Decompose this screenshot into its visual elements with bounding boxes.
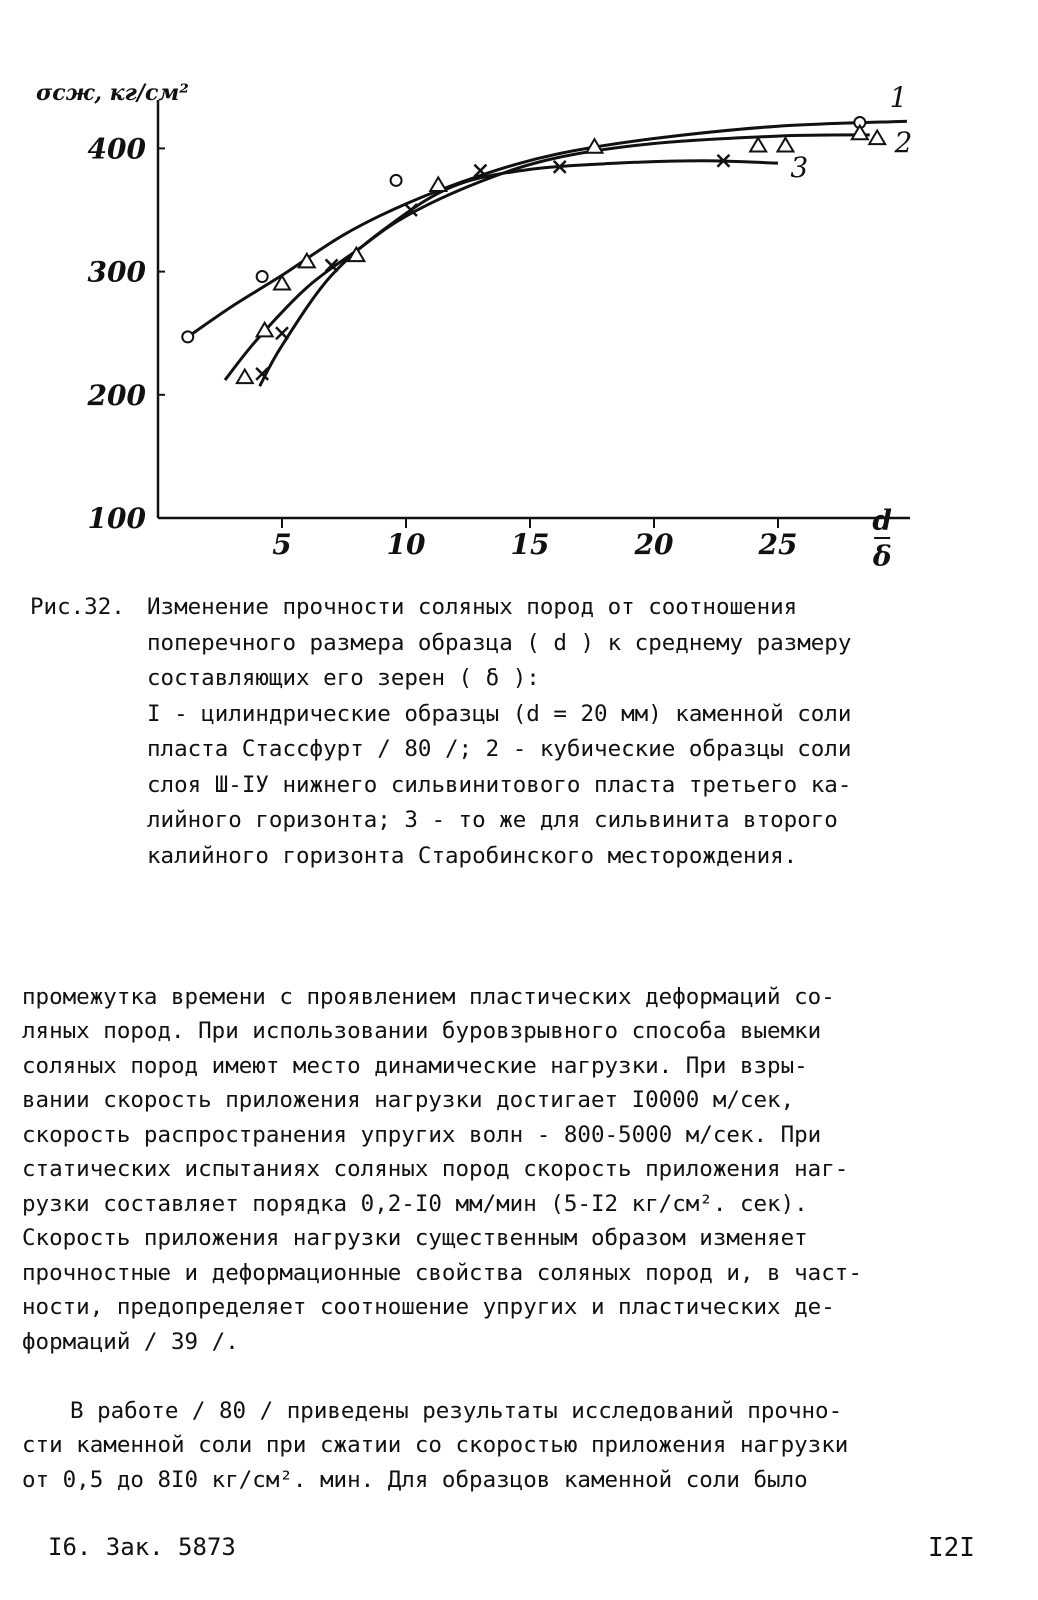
- series-2-point: [750, 138, 766, 152]
- paragraph-1: промежутка времени с проявлением пластических деформаций со- ляных пород. При использовании буровзрывного способа выемки соляных пород имеют место динамические нагрузки. При взры- вании скорость приложения нагрузки достигает I0000 м/сек, скорость распространения упругих волн - 800-5000 м/сек. При статических испытаниях соляных пород скорость приложения наг- рузки составляет порядка 0,2-I0 мм/мин (5-I2 кг/см². сек). Скорость приложения нагрузки существенным образом изменяет прочностные и деформационные свойства соляных пород и, в част- ности, предопределяет соотношение упругих и пластических де- формаций / 39 /.: [22, 983, 862, 1355]
- strength-chart: [0, 0, 1038, 600]
- x-tick-label: 25: [758, 528, 798, 561]
- series-2-line: [225, 135, 870, 380]
- x-axis-label-denominator: δ: [872, 540, 892, 573]
- x-tick-label: 20: [634, 528, 674, 561]
- series-2-point: [777, 138, 793, 152]
- series-2-point: [869, 131, 885, 145]
- series-1-point: [257, 271, 268, 282]
- series-2-point: [852, 126, 868, 140]
- caption-text: Изменение прочности соляных пород от соотношения поперечного размера образца ( d ) к среднему размеру составляющих его зерен ( δ ): I - цилиндрические образцы (d = 20 мм) каменной соли пласта Стассфурт / 80 /; 2 - кубические образцы соли слоя Ш-IУ нижнего сильвинитового пласта третьего ка- лийного горизонта; 3 - то же для сильвинита второго калийного горизонта Старобинского месторождения.: [147, 594, 852, 869]
- caption-number: Рис.32.: [30, 594, 125, 620]
- y-tick-label: 300: [87, 255, 146, 289]
- x-tick-label: 5: [272, 528, 292, 561]
- y-tick-label: 400: [87, 132, 146, 166]
- series-1-label: 1: [889, 81, 908, 114]
- chart-markers: [182, 117, 885, 383]
- series-1-point: [182, 331, 193, 342]
- y-axis-label: σсж, кг/см²: [36, 80, 189, 106]
- body-text: [22, 945, 1007, 1532]
- x-tick-label: 10: [386, 528, 426, 561]
- chart-labels: [36, 80, 912, 573]
- x-axis-label-numerator: d: [872, 504, 892, 537]
- series-2-label: 2: [894, 126, 913, 159]
- footer-order-number: I6. Зак. 5873: [48, 1533, 236, 1561]
- figure-caption: [30, 590, 990, 874]
- y-tick-label: 200: [87, 378, 146, 412]
- y-tick-label: 100: [87, 502, 146, 535]
- paragraph-2: В работе / 80 / приведены результаты исследований прочно- сти каменной соли при сжатии со скоростью приложения нагрузки от 0,5 до 8I0 кг/см². мин. Для образцов каменной соли было: [22, 1397, 849, 1493]
- series-2-point: [237, 370, 253, 384]
- series-1-point: [391, 175, 402, 186]
- page-number: I2I: [928, 1533, 975, 1563]
- series-2-point: [430, 177, 446, 191]
- series-3-label: 3: [790, 151, 809, 184]
- x-tick-label: 15: [510, 528, 550, 561]
- series-3-point: [276, 327, 288, 339]
- series-3-line: [260, 161, 778, 386]
